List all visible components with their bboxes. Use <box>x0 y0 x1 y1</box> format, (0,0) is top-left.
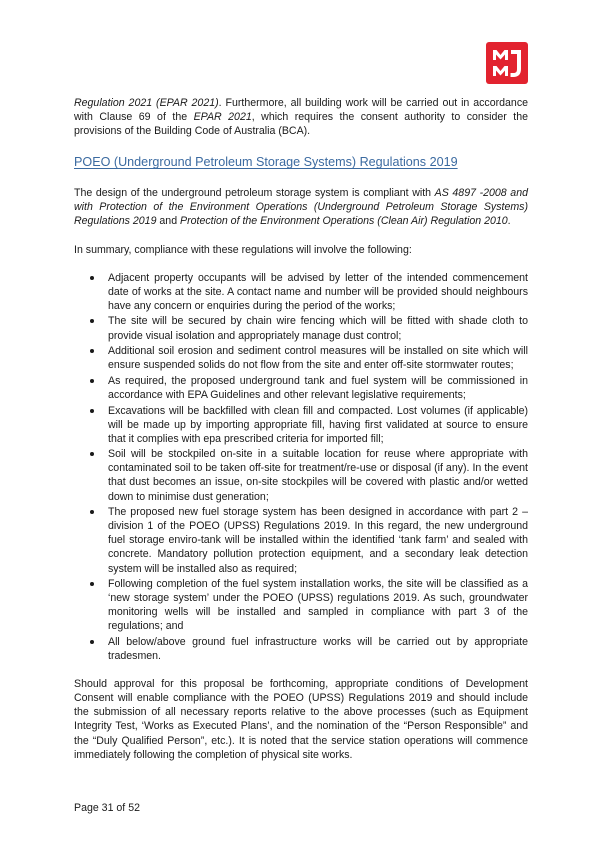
epar-citation: EPAR 2021 <box>193 111 252 124</box>
bullet-icon <box>90 640 94 644</box>
list-item-text: Excavations will be backfilled with clean fill and compacted. Lost volumes (if applicable) will be made up by importing appropriate fill, having first validated at source to ensure that it complies with epa prescribed criteria for imported fill; <box>108 404 528 445</box>
page-number: Page 31 of 52 <box>74 802 140 814</box>
section-heading: POEO (Underground Petroleum Storage Systems) Regulations 2019 <box>74 155 458 170</box>
intro-text-end: , which requires the consent authority to consider the provisions of the Building Code of Australia (BCA). <box>74 111 528 138</box>
regulation-citation: Regulation 2021 (EPAR 2021) <box>74 97 219 109</box>
design-period: . <box>507 215 511 228</box>
list-item-text: All below/above ground fuel infrastructure works will be carried out by appropriate tradesmen. <box>108 636 528 663</box>
summary-paragraph: In summary, compliance with these regulations will involve the following: <box>74 243 412 256</box>
bullet-icon <box>90 379 94 383</box>
intro-text: . Furthermore, all building work will be carried out in accordance with Clause 69 of the <box>74 97 529 124</box>
page-content <box>74 96 528 776</box>
list-item <box>74 404 528 446</box>
intro-paragraph <box>74 96 528 138</box>
bullet-icon <box>90 276 94 280</box>
list-item <box>74 344 528 372</box>
list-item <box>74 374 528 402</box>
bullet-icon <box>90 349 94 353</box>
design-paragraph <box>74 186 528 228</box>
bullet-icon <box>90 319 94 323</box>
list-item <box>74 505 528 575</box>
list-item-text: As required, the proposed underground tank and fuel system will be commissioned in accordance with EPA Guidelines and other relevant legislative requirements; <box>108 374 528 401</box>
design-conjunction: and <box>156 215 181 228</box>
standard-citation: AS 4897 -2008 and with Protection of the Environment Operations (Underground Petroleum Storage Systems) Regulations 2019 <box>74 187 528 228</box>
bullet-icon <box>90 452 94 456</box>
bullet-icon <box>90 582 94 586</box>
bullet-icon <box>90 409 94 413</box>
list-item <box>74 635 528 663</box>
list-item <box>74 271 528 313</box>
company-logo <box>486 42 528 84</box>
list-item-text: Following completion of the fuel system installation works, the site will be classified as a ‘new storage system’ under the POEO (UPSS) regulations 2019. As such, groundwater monitoring wells will be installed and sampled in compliance with part 3 of the regulations; and <box>108 578 528 633</box>
closing-paragraph: Should approval for this proposal be forthcoming, appropriate conditions of Development Consent will enable compliance with the POEO (UPSS) Regulations 2019 and should include the submission of all necessary reports relative to the above processes (such as Equipment Integrity Test, ‘Works as Executed Plans’, and the nomination of the “Person Responsible” and the “Duly Qualified Person”, etc.). It is noted that the service station operations will commence immediately following the completion of physical site works. <box>74 678 528 761</box>
bullet-icon <box>90 510 94 514</box>
clean-air-citation: Protection of the Environment Operations (Clean Air) Regulation 2010 <box>180 215 508 228</box>
list-item-text: The proposed new fuel storage system has been designed in accordance with part 2 – division 1 of the POEO (UPSS) Regulations 2019. In this regard, the new underground fuel storage enviro-tank will be installed within the identified ‘tank farm’ and sealed with concrete. Mandatory pollution protection equipment, and a secondary leak detection system will be installed also as required; <box>108 506 528 575</box>
list-item-text: Adjacent property occupants will be advised by letter of the intended commencement date of works at the site. A contact name and number will be provided should neighbours have any concern or enquiries during the period of the works; <box>108 271 528 312</box>
design-text: The design of the underground petroleum storage system is compliant with <box>74 187 435 200</box>
list-item-text: Soil will be stockpiled on-site in a suitable location for reuse where appropriate with contaminated soil to be taken off-site for treatment/re-use or disposal (if any). In the event that dust becomes an issue, on-site stockpiles will be covered with plastic and/or wetted down to minimise dust generation; <box>108 448 528 503</box>
list-item <box>74 577 528 633</box>
list-item <box>74 447 528 503</box>
list-item-text: The site will be secured by chain wire fencing which will be fitted with shade cloth to provide visual isolation and appropriately manage dust control; <box>108 315 528 342</box>
list-item <box>74 314 528 342</box>
list-item-text: Additional soil erosion and sediment control measures will be installed on site which will ensure suspended solids do not flow from the site and enter off-site stormwater routes; <box>108 345 528 372</box>
compliance-list <box>74 271 528 664</box>
